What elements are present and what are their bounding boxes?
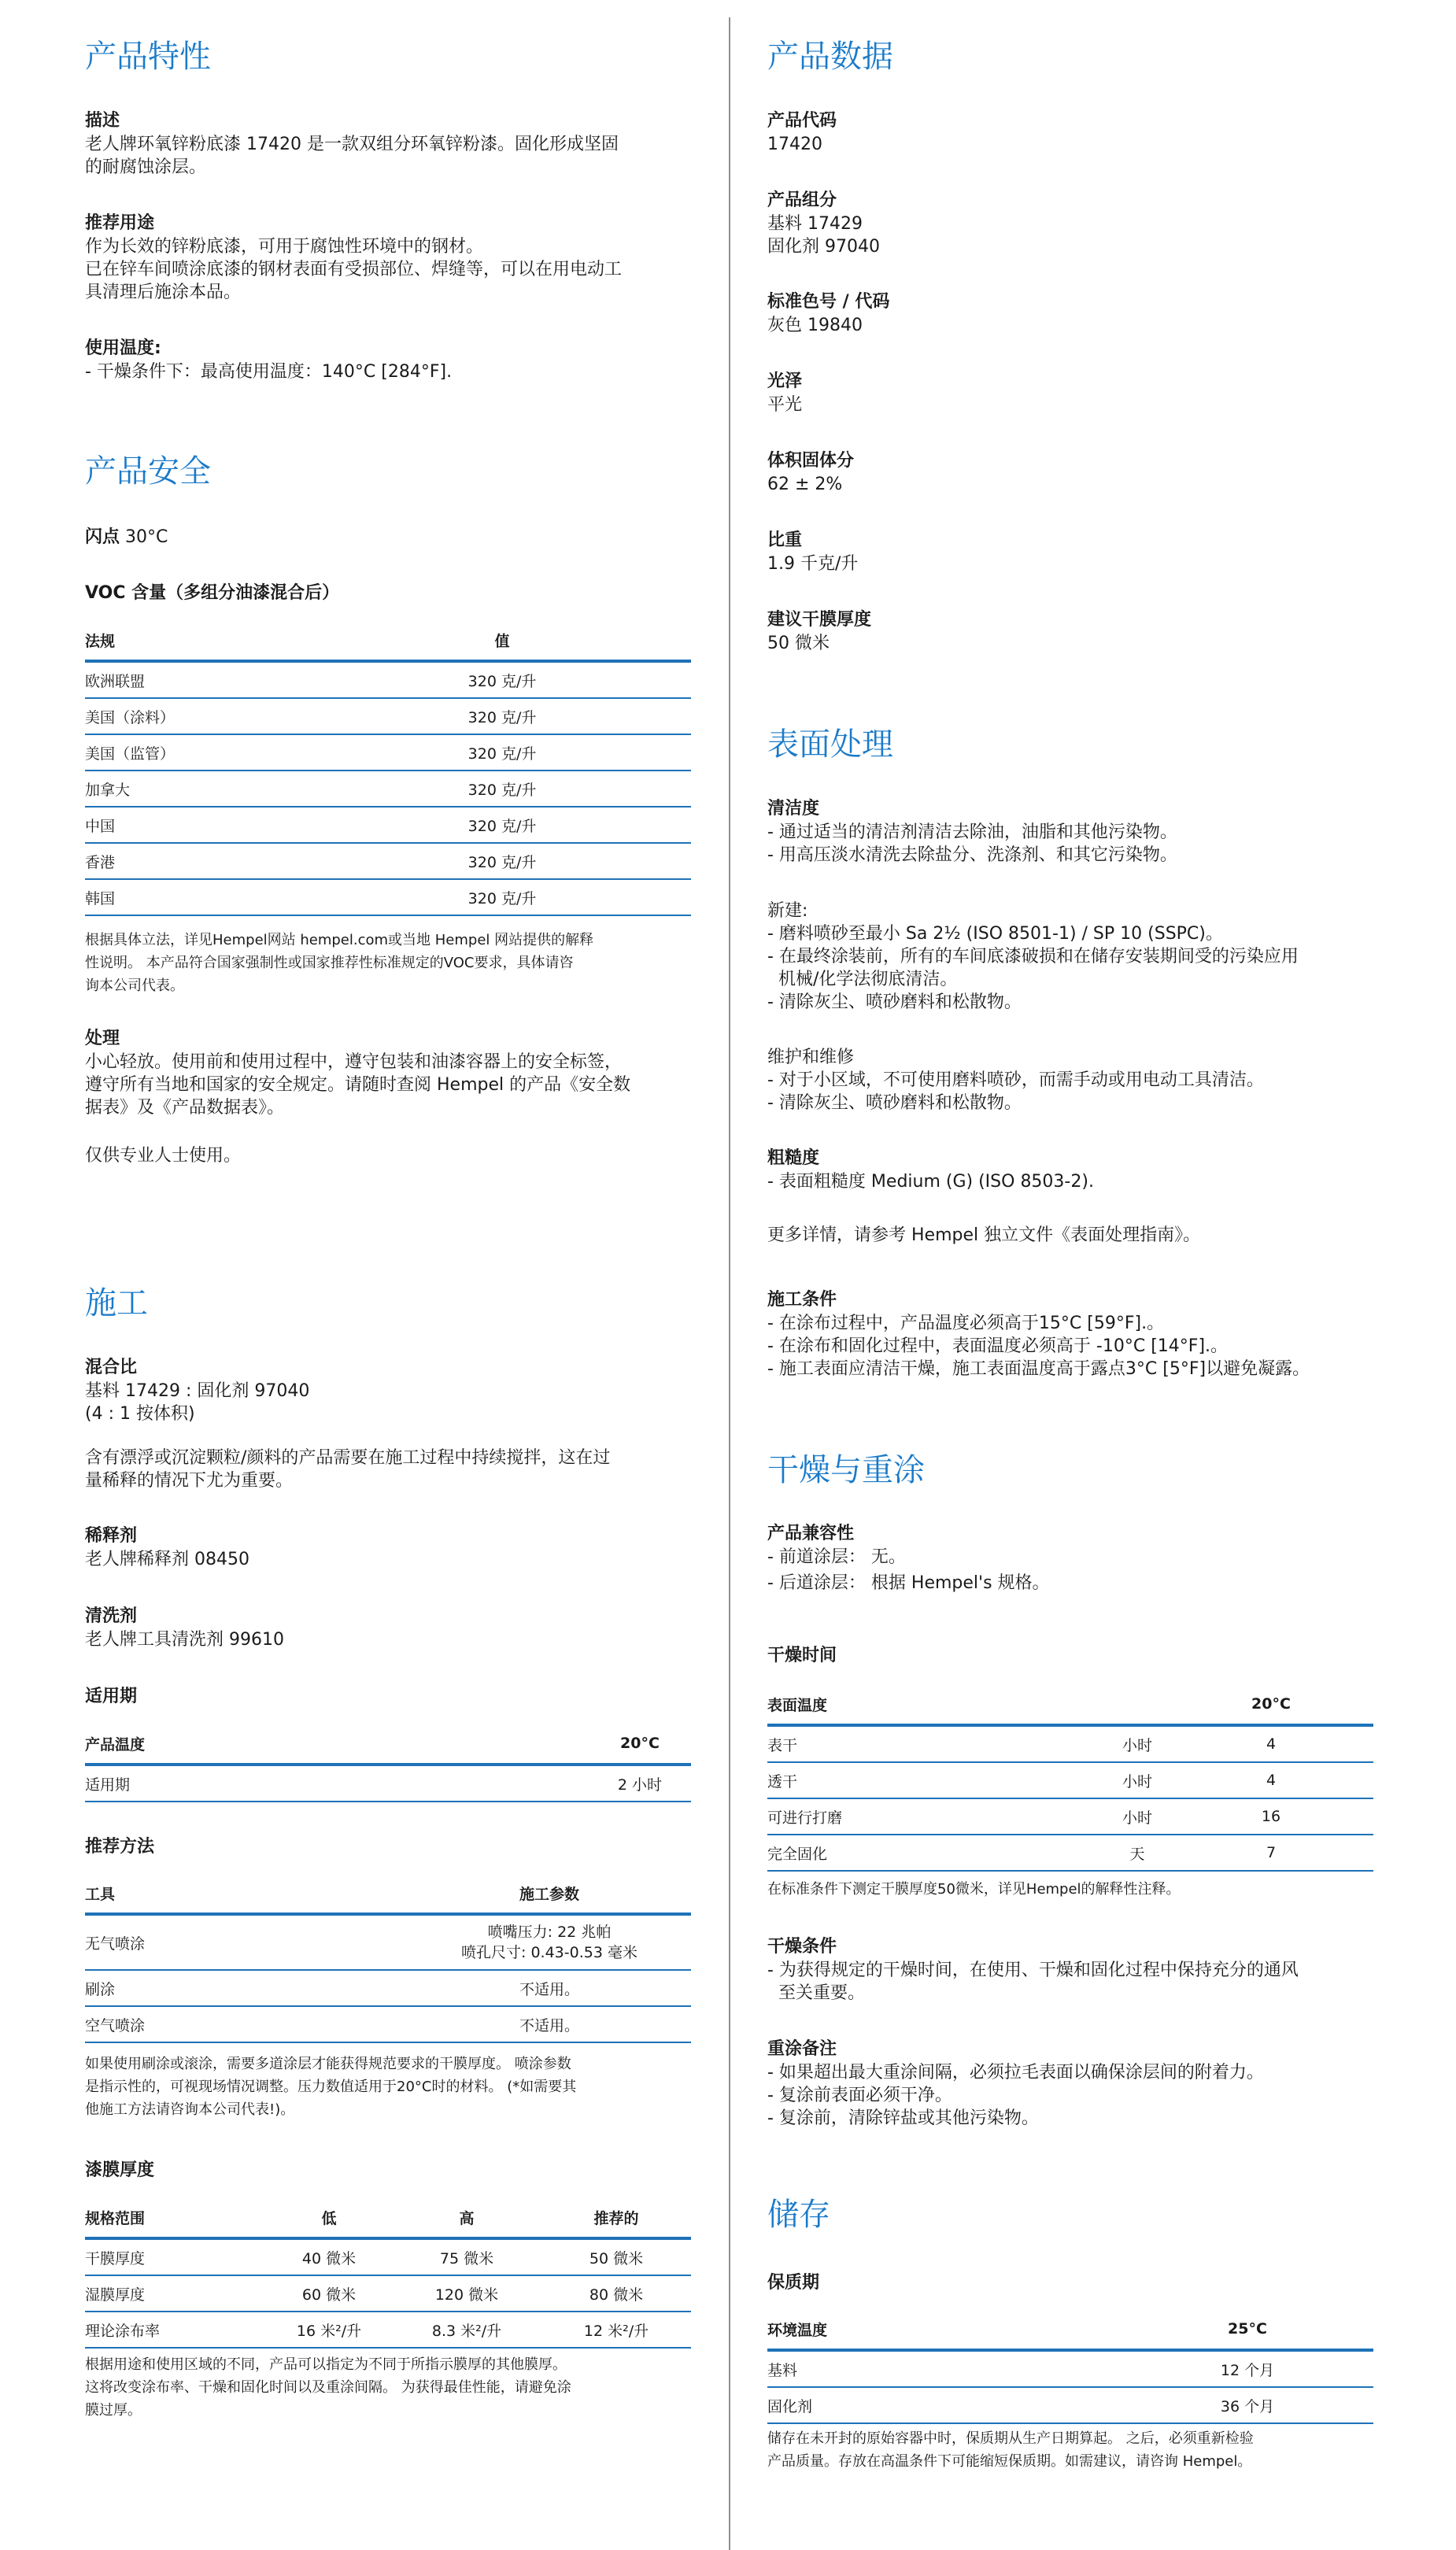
table-header (767, 1684, 1373, 1727)
text-line: - 通过适当的清洁剂清洁去除油，油脂和其他污染物。 (767, 822, 1177, 842)
text-line: - 清除灰尘、喷砂磨料和松散物。 (767, 992, 1022, 1012)
header-cell: 工具 (85, 1885, 116, 1903)
text-line: - 用高压淡水清洗去除盐分、洗涤剂、和其它污染物。 (767, 845, 1177, 865)
compatibility-text (767, 1546, 1373, 1595)
table-row (767, 1835, 1373, 1872)
table-row (85, 663, 691, 699)
text-line: - 对于小区域，不可使用磨料喷砂，而需手动或用电动工具清洁。 (767, 1070, 1264, 1090)
recommended-use-text (85, 235, 691, 304)
table-cell: 固化剂 (767, 2397, 813, 2415)
table-cell: 中国 (85, 817, 116, 835)
shelf-life-note (767, 2427, 1373, 2473)
column-divider (729, 17, 730, 2550)
table-row (85, 808, 691, 844)
table-cell: 75 微米 (439, 2249, 494, 2267)
text-line: 新建: (767, 901, 808, 921)
param-line: 喷孔尺寸: 0.43-0.53 毫米 (461, 1944, 637, 1961)
table-cell: 120 微米 (434, 2286, 499, 2304)
section-title-safety: 产品安全 (85, 453, 211, 490)
specific-gravity-value: 1.9 千克/升 (767, 554, 859, 574)
text-line: 含有漂浮或沉淀颗粒/颜料的产品需要在施工过程中持续搅拌，这在过 (85, 1448, 611, 1468)
table-cell: 透干 (767, 1772, 798, 1791)
cleaner-value: 老人牌工具清洗剂 99610 (85, 1630, 284, 1650)
table-cell: 320 克/升 (467, 889, 537, 907)
volume-solids-value: 62 ± 2% (767, 475, 843, 494)
shelf-life-label: 保质期 (767, 2273, 820, 2293)
header-cell: 低 (321, 2209, 337, 2227)
table-cell: 36 个月 (1220, 2397, 1275, 2415)
section-title-product-data: 产品数据 (767, 39, 893, 75)
header-cell: 值 (494, 632, 510, 650)
text-line: - 清除灰尘、喷砂磨料和松散物。 (767, 1093, 1022, 1113)
header-cell: 表面温度 (767, 1696, 828, 1714)
roughness-label: 粗糙度 (767, 1148, 820, 1168)
table-cell: 小时 (1122, 1772, 1152, 1791)
cleanliness-text (767, 821, 1373, 867)
table-cell: 60 微米 (301, 2286, 357, 2304)
application-conditions-label: 施工条件 (767, 1290, 837, 1310)
header-cell: 施工参数 (519, 1885, 579, 1903)
pot-life-label: 适用期 (85, 1687, 138, 1706)
text-line: 根据用途和使用区域的不同，产品可以指定为不同于所指示膜厚的其他膜厚。 (85, 2356, 567, 2373)
params-stack (461, 1922, 637, 1963)
text-line: 膜过厚。 (85, 2402, 142, 2419)
drying-conditions-text (767, 1959, 1373, 2005)
table-cell: 可进行打磨 (767, 1809, 843, 1827)
text-line: 询本公司代表。 (85, 978, 184, 994)
method-table (85, 1873, 691, 2043)
text-line: 量稀释的情况下尤为重要。 (85, 1471, 294, 1491)
text-line: 小心轻放。使用前和使用过程中，遵守包装和油漆容器上的安全标签， (85, 1052, 623, 1072)
header-cell: 法规 (85, 632, 116, 650)
table-cell: 4 (1266, 1735, 1277, 1753)
table-row (85, 2007, 691, 2043)
professional-use-only: 仅供专业人士使用。 (85, 1146, 242, 1166)
text-line: - 为获得规定的干燥时间，在使用、干燥和固化过程中保持充分的通风 (767, 1961, 1299, 1980)
table-cell: 美国（监管） (85, 745, 176, 763)
text-line: 作为长效的锌粉底漆，可用于腐蚀性环境中的钢材。 (85, 237, 484, 257)
drying-time-note: 在标准条件下测定干膜厚度50微米，详见Hempel的解释性注释。 (767, 1881, 1181, 1898)
service-temp-text: - 干燥条件下：最高使用温度：140°C [284°F]. (85, 362, 453, 382)
table-row (767, 2352, 1373, 2388)
recoat-text (767, 2061, 1373, 2130)
text-line: - 在最终涂装前，所有的车间底漆破损和在储存安装期间受的污染应用 (767, 947, 1299, 966)
flash-point-value: 30°C (125, 527, 168, 547)
cleaner-label: 清洗剂 (85, 1606, 138, 1626)
table-cell: 加拿大 (85, 781, 131, 799)
table-cell: 8.3 米²/升 (431, 2322, 502, 2340)
table-row (85, 771, 691, 808)
table-cell: 欧洲联盟 (85, 672, 146, 690)
table-cell: 4 (1266, 1772, 1277, 1789)
text-line: (4 : 1 按体积) (85, 1404, 195, 1424)
table-cell: 韩国 (85, 889, 116, 907)
table-cell: 无气喷涂 (85, 1935, 146, 1953)
table-row (85, 699, 691, 735)
dft-value: 50 微米 (767, 634, 830, 653)
voc-table (85, 620, 691, 916)
thinner-value: 老人牌稀释剂 08450 (85, 1550, 249, 1569)
components-label: 产品组分 (767, 190, 837, 210)
text-line: 基料 17429 (767, 214, 863, 234)
table-cell: 干膜厚度 (85, 2249, 146, 2267)
table-row (85, 2276, 691, 2312)
table-cell: 基料 (767, 2361, 798, 2379)
text-line: 的耐腐蚀涂层。 (85, 157, 207, 177)
table-cell: 美国（涂料） (85, 708, 176, 726)
table-row (767, 1727, 1373, 1763)
text-line: 已在锌车间喷涂底漆的钢材表面有受损部位、焊缝等，可以在用电动工 (85, 260, 623, 279)
table-cell: 2 小时 (617, 1776, 663, 1794)
gloss-label: 光泽 (767, 371, 803, 391)
product-code-label: 产品代码 (767, 111, 837, 131)
voc-label: VOC 含量（多组分油漆混合后） (85, 583, 340, 603)
header-cell: 25°C (1228, 2320, 1267, 2338)
table-row (767, 1763, 1373, 1799)
text-line: 维护和维修 (767, 1048, 855, 1067)
shade-value: 灰色 19840 (767, 316, 863, 335)
table-cell: 刷涂 (85, 1980, 116, 1998)
product-code-value: 17420 (767, 135, 822, 154)
text-line: 据表》及《产品数据表》。 (85, 1098, 285, 1118)
mixing-ratio-text (85, 1380, 691, 1425)
table-row (767, 1799, 1373, 1835)
header-cell: 规格范围 (85, 2209, 146, 2227)
section-title-surface: 表面处理 (767, 726, 893, 763)
service-temp-label: 使用温度: (85, 338, 161, 358)
table-cell: 16 米²/升 (296, 2322, 362, 2340)
text-line: - 在涂布过程中，产品温度必须高于15°C [59°F].。 (767, 1314, 1165, 1333)
table-cell: 不适用。 (519, 1980, 579, 1998)
compatibility-label: 产品兼容性 (767, 1524, 855, 1543)
film-thickness-label: 漆膜厚度 (85, 2160, 155, 2180)
table-row (85, 1971, 691, 2007)
volume-solids-label: 体积固体分 (767, 451, 855, 471)
text-line: - 复涂前表面必须干净。 (767, 2086, 952, 2105)
header-cell (1090, 1684, 1184, 1724)
text-line: - 磨料喷砂至最小 Sa 2½ (ISO 8501-1) / SP 10 (SSPC)。 (767, 924, 1223, 944)
text-line: 储存在未开封的原始容器中时，保质期从生产日期算起。 之后，必须重新检验 (767, 2430, 1254, 2447)
more-info-text: 更多详情，请参考 Hempel 独立文件《表面处理指南》。 (767, 1225, 1201, 1245)
text-line: 老人牌环氧锌粉底漆 17420 是一款双组分环氧锌粉漆。固化形成坚固 (85, 135, 619, 154)
table-cell: 表干 (767, 1736, 798, 1754)
table-cell: 50 微米 (589, 2249, 644, 2267)
param-line: 喷嘴压力: 22 兆帕 (487, 1924, 612, 1941)
table-cell: 320 克/升 (467, 708, 537, 726)
section-title-drying: 干燥与重涂 (767, 1452, 925, 1488)
table-cell: 小时 (1122, 1809, 1152, 1827)
header-cell: 推荐的 (593, 2209, 639, 2227)
table-cell: 320 克/升 (467, 745, 537, 763)
text-line: - 施工表面应清洁干燥，施工表面温度高于露点3°C [5°F]以避免凝露。 (767, 1359, 1310, 1379)
mixing-ratio-label: 混合比 (85, 1358, 138, 1377)
table-cell: 空气喷涂 (85, 2016, 146, 2034)
text-line: 至关重要。 (767, 1983, 865, 2003)
description-label: 描述 (85, 111, 120, 131)
table-cell: 理论涂布率 (85, 2322, 161, 2340)
header-cell: 环境温度 (767, 2321, 828, 2339)
mixing-note (85, 1447, 691, 1492)
table-cell: 小时 (1122, 1736, 1152, 1754)
table-cell: 香港 (85, 853, 116, 871)
header-cell: 高 (459, 2209, 475, 2227)
flash-point (85, 526, 691, 549)
table-cell (431, 1916, 667, 1969)
pot-life-table (85, 1724, 691, 1802)
text-line: - 前道涂层： 无。 (767, 1547, 906, 1567)
table-cell: 不适用。 (519, 2016, 579, 2034)
section-title-features: 产品特性 (85, 39, 211, 75)
text-line: - 后道涂层： 根据 Hempel's 规格。 (767, 1573, 1050, 1593)
text-line: 产品质量。存放在高温条件下可能缩短保质期。如需建议，请咨询 Hempel。 (767, 2453, 1252, 2470)
table-cell: 天 (1129, 1845, 1145, 1863)
text-line: 基料 17429 : 固化剂 97040 (85, 1381, 310, 1401)
table-cell: 湿膜厚度 (85, 2286, 146, 2304)
table-row (85, 1766, 691, 1802)
table-header (85, 620, 691, 663)
table-cell: 16 (1261, 1808, 1281, 1825)
table-row (767, 2388, 1373, 2424)
new-build-text (767, 900, 1373, 1014)
table-header (85, 2197, 691, 2240)
text-line: 是指示性的，可视现场情况调整。压力数值适用于20°C时的材料。 (*如需要其 (85, 2079, 577, 2095)
table-cell: 完全固化 (767, 1845, 828, 1863)
table-row (85, 2312, 691, 2349)
text-line: 如果使用刷涂或滚涂，需要多道涂层才能获得规范要求的干膜厚度。 喷涂参数 (85, 2056, 571, 2072)
cleanliness-label: 清洁度 (767, 799, 820, 819)
header-cell: 20°C (620, 1735, 660, 1752)
table-row (85, 880, 691, 916)
table-cell: 320 克/升 (467, 853, 537, 871)
table-cell: 320 克/升 (467, 817, 537, 835)
maintenance-text (767, 1046, 1373, 1114)
table-row (85, 844, 691, 880)
text-line: 机械/化学法彻底清洁。 (767, 970, 958, 989)
table-row (85, 2240, 691, 2276)
shelf-life-table (767, 2309, 1373, 2424)
handling-text (85, 1051, 691, 1119)
table-row (85, 735, 691, 771)
thinner-label: 稀释剂 (85, 1526, 138, 1546)
table-header (767, 2309, 1373, 2352)
header-cell: 20°C (1251, 1695, 1291, 1713)
table-cell: 适用期 (85, 1776, 131, 1794)
text-line: 遵守所有当地和国家的安全规定。请随时查阅 Hempel 的产品《安全数 (85, 1075, 631, 1095)
text-line: - 复涂前，清除锌盐或其他污染物。 (767, 2108, 1039, 2128)
shade-label: 标准色号 / 代码 (767, 292, 890, 312)
method-note (85, 2053, 691, 2121)
drying-time-label: 干燥时间 (767, 1646, 837, 1665)
table-row (85, 1916, 691, 1971)
table-cell: 320 克/升 (467, 672, 537, 690)
header-cell: 产品温度 (85, 1735, 146, 1754)
table-cell: 12 个月 (1220, 2361, 1275, 2379)
text-line: - 如果超出最大重涂间隔，必须拉毛表面以确保涂层间的附着力。 (767, 2063, 1264, 2082)
gloss-value: 平光 (767, 395, 803, 415)
dft-label: 建议干膜厚度 (767, 610, 872, 630)
handling-label: 处理 (85, 1029, 120, 1048)
text-line: 性说明。 本产品符合国家强制性或国家推荐性标准规定的VOC要求，具体请咨 (85, 955, 574, 971)
text-line: 固化剂 97040 (767, 237, 880, 257)
method-label: 推荐方法 (85, 1837, 155, 1857)
film-thickness-table (85, 2197, 691, 2349)
recoat-label: 重涂备注 (767, 2039, 837, 2059)
specific-gravity-label: 比重 (767, 530, 803, 550)
table-header (85, 1724, 691, 1766)
voc-note (85, 929, 691, 997)
application-conditions-text (767, 1312, 1373, 1380)
roughness-text: - 表面粗糙度 Medium (G) (ISO 8503-2). (767, 1172, 1094, 1192)
table-cell: 40 微米 (301, 2249, 357, 2267)
table-cell: 80 微米 (589, 2286, 644, 2304)
drying-conditions-label: 干燥条件 (767, 1937, 837, 1957)
text-line: 这将改变涂布率、干燥和固化时间以及重涂间隔。 为获得最佳性能，请避免涂 (85, 2379, 571, 2396)
table-cell: 7 (1266, 1844, 1277, 1861)
recommended-use-label: 推荐用途 (85, 213, 155, 233)
section-title-storage: 储存 (767, 2197, 830, 2233)
section-title-application: 施工 (85, 1285, 148, 1321)
text-line: 具清理后施涂本品。 (85, 283, 242, 302)
film-thickness-note (85, 2353, 691, 2422)
flash-point-label: 闪点 (85, 527, 120, 547)
components-value (767, 213, 1373, 258)
text-line: 他施工方法请咨询本公司代表!)。 (85, 2101, 295, 2118)
table-cell: 12 米²/升 (583, 2322, 649, 2340)
text-line: - 在涂布和固化过程中，表面温度必须高于 -10°C [14°F].。 (767, 1336, 1229, 1356)
drying-time-table (767, 1684, 1373, 1872)
text-line: 根据具体立法，详见Hempel网站 hempel.com或当地 Hempel 网站提供的解释 (85, 932, 594, 948)
description-text (85, 133, 691, 179)
table-cell: 320 克/升 (467, 781, 537, 799)
table-header (85, 1873, 691, 1916)
